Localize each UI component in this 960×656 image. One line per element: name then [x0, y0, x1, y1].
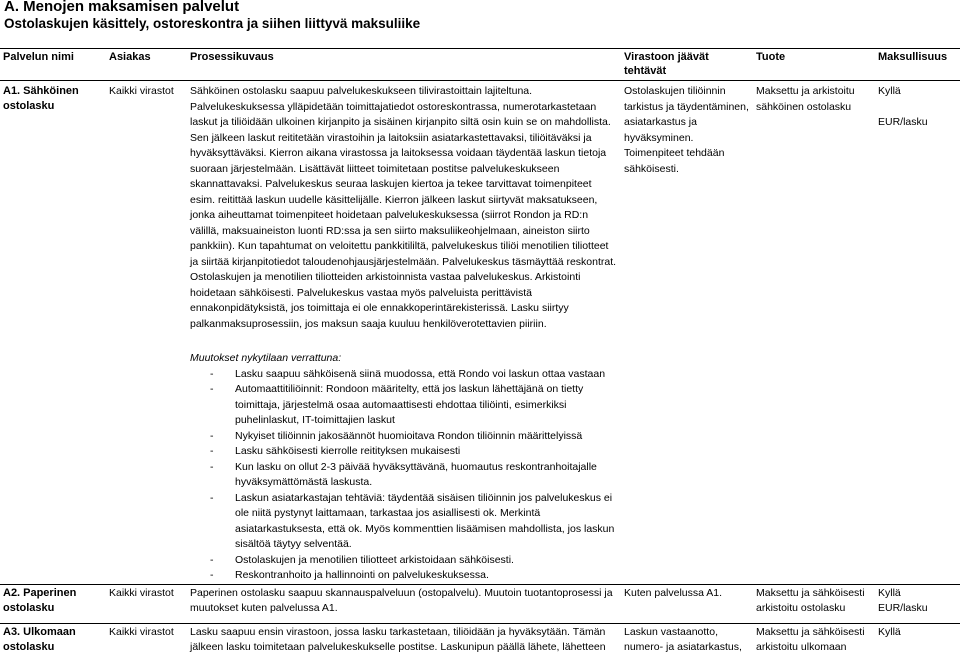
service-name: Ulkomaan ostolasku	[3, 625, 76, 653]
description-cell: Paperinen ostolasku saapuu skannauspalveluun (ostopalvelu). Muutoin tuotantoprosessi ja muutokset kuten palvelussa A1.	[187, 584, 621, 623]
col-header-product: Tuote	[753, 49, 875, 81]
table-row	[0, 584, 960, 623]
col-header-process-description: Prosessikuvaus	[187, 49, 621, 81]
service-id: A1.	[3, 85, 21, 97]
product-cell: Maksettu ja sähköisesti arkistoitu ulkomaan	[753, 623, 875, 656]
retained-tasks-cell: Kuten palvelussa A1.	[621, 584, 753, 623]
col-header-fee: Maksullisuus	[875, 49, 960, 81]
service-name: Sähköinen ostolasku	[3, 85, 79, 112]
changes-list	[190, 367, 618, 584]
fee-value: Kyllä	[878, 586, 901, 599]
fee-cell: Kyllä	[875, 623, 960, 656]
list-item: - Ostolaskujen ja menotilien tiliotteet arkistoidaan sähköisesti.	[190, 553, 618, 569]
retained-tasks-cell: Ostolaskujen tiliöinnin tarkistus ja täydentäminen, asiatarkastus ja hyväksyminen. Toimenpiteet tehdään sähköisesti.	[624, 85, 749, 175]
fee-cell	[875, 584, 960, 623]
table-row	[0, 81, 960, 585]
table-header-row	[0, 49, 960, 81]
service-id: A3.	[3, 625, 21, 638]
fee-cell	[875, 81, 960, 585]
list-item: - Automaattitiliöinnit: Rondoon määritelty, että jos laskun lähettäjänä on tietty toimittaja, järjestelmä osaa automaattisesti ehdottaa tiliöinti, esimerkiksi puhelinlaskut, IT-toimittajien laskut	[190, 382, 618, 429]
retained-tasks-cell: Laskun vastaanotto, numero- ja asiatarkastus,	[621, 623, 753, 656]
description-cell	[187, 81, 621, 585]
process-description: Sähköinen ostolasku saapuu palvelukeskukseen tilivirastoittain lajiteltuna. Palvelukeskuksessa ylläpidetään toimittajatiedot ostoreskontrassa, numerotarkastetaan laskut ja tiliöidään ulkoinen kirjanpito ja sisäinen kirjanpito siltä osin kuin se on mahdollista. Sen jälkeen laskut reititetään virastoihin ja laitoksiin asiatarkastettavaksi, tiliöitäväksi ja hyväksyttäväksi. Kierron aikana virastossa ja laitoksessa voidaan täydentää laskun tietoja suoraan järjestelmään. Lisättävät liitteet toimitetaan postitse palvelukeskukseen skannattavaksi. Palvelukeskus seuraa laskujen kiertoa ja tekee tarvittavat toimenpiteet esim. reitittää laskun uudelle käsittelijälle. Kierron jälkeen laskut siirtyvät maksatukseen, jonka aiheuttamat toimenpiteet hoidetaan palvelukeskuksessa (siirrot Rondon ja RD:n välillä, maksuaineiston luonti RD:ssa ja sen siirto maksuliikeohjelmaan, aineiston siirto pankkiin). Kun tapahtumat on veloitettu pankkitililtä, palvelukeskus tiliöi menotilien tiliotteet ja siirtää kirjanpitotiedot taloudenohjausjärjestelmään. Palvelukeskus täsmäyttää reskontrat. Ostolaskujen ja menotilien tiliotteiden arkistoinnista vastaa palvelukeskus. Arkistointi hoidetaan sähköisesti. Palvelukeskus vastaa myös palveluista perittävistä ennakonpidätyksistä, jos toimittaja ei ole ennakkoperintärekisterissä. Lasku siirtyy palkanmaksuprosessiin, jos maksun saaja kuuluu henkilöverotettavien piiriin.	[190, 85, 617, 330]
description-cell: Lasku saapuu ensin virastoon, jossa lasku tarkastetaan, tiliöidään ja hyväksytään. Tämän jälkeen lasku toimitetaan palvelukeskukselle postitse. Laskunipun päällä lähete, lähetteen	[187, 623, 621, 656]
page-subtitle: Ostolaskujen käsittely, ostoreskontra ja siihen liittyvä maksuliike	[4, 16, 421, 31]
col-header-service-name: Palvelun nimi	[0, 49, 106, 81]
list-item: - Lasku saapuu sähköisenä siinä muodossa, että Rondo voi laskun ottaa vastaan	[190, 367, 618, 383]
customer-cell: Kaikki virastot	[106, 623, 187, 656]
table-row	[0, 623, 960, 656]
service-name-cell	[0, 81, 106, 585]
fee-value: Kyllä	[878, 85, 901, 97]
changes-title: Muutokset nykytilaan verrattuna:	[190, 352, 342, 364]
service-name: Paperinen ostolasku	[3, 586, 77, 614]
services-table	[0, 48, 960, 656]
list-item: - Nykyiset tiliöinnin jakosäännöt huomioitava Rondon tiliöinnin määrittelyissä	[190, 429, 618, 445]
service-name-cell	[0, 584, 106, 623]
service-id: A2.	[3, 586, 21, 599]
fee-unit: EUR/lasku	[878, 602, 928, 614]
customer-cell: Kaikki virastot	[109, 85, 174, 97]
list-item: - Kun lasku on ollut 2-3 päivää hyväksyttävänä, huomautus reskontranhoitajalle hyväksymättömästä laskusta.	[190, 460, 618, 491]
fee-unit: EUR/lasku	[878, 115, 928, 128]
page-title: A. Menojen maksamisen palvelut	[4, 0, 240, 15]
list-item: - Lasku sähköisesti kierrolle reitityksen mukaisesti	[190, 444, 618, 460]
col-header-retained-tasks: Virastoon jäävät tehtävät	[621, 49, 753, 81]
product-cell: Maksettu ja sähköisesti arkistoitu ostolasku	[753, 584, 875, 623]
customer-cell: Kaikki virastot	[106, 584, 187, 623]
col-header-customer: Asiakas	[106, 49, 187, 81]
list-item: - Reskontranhoito ja hallinnointi on palvelukeskuksessa.	[190, 568, 618, 584]
product-cell: Maksettu ja arkistoitu sähköinen ostolasku	[756, 85, 855, 113]
list-item: - Laskun asiatarkastajan tehtäviä: täydentää sisäisen tiliöinnin jos palvelukeskus ei ole niitä pystynyt laittamaan, tarkastaa jos asiallisesti ok. Merkintä asiatarkastuksesta, että ok. Myös kommenttien lisäämisen mahdollista, jos laskun sisältöä täytyy selventää.	[190, 491, 618, 553]
service-name-cell	[0, 623, 106, 656]
